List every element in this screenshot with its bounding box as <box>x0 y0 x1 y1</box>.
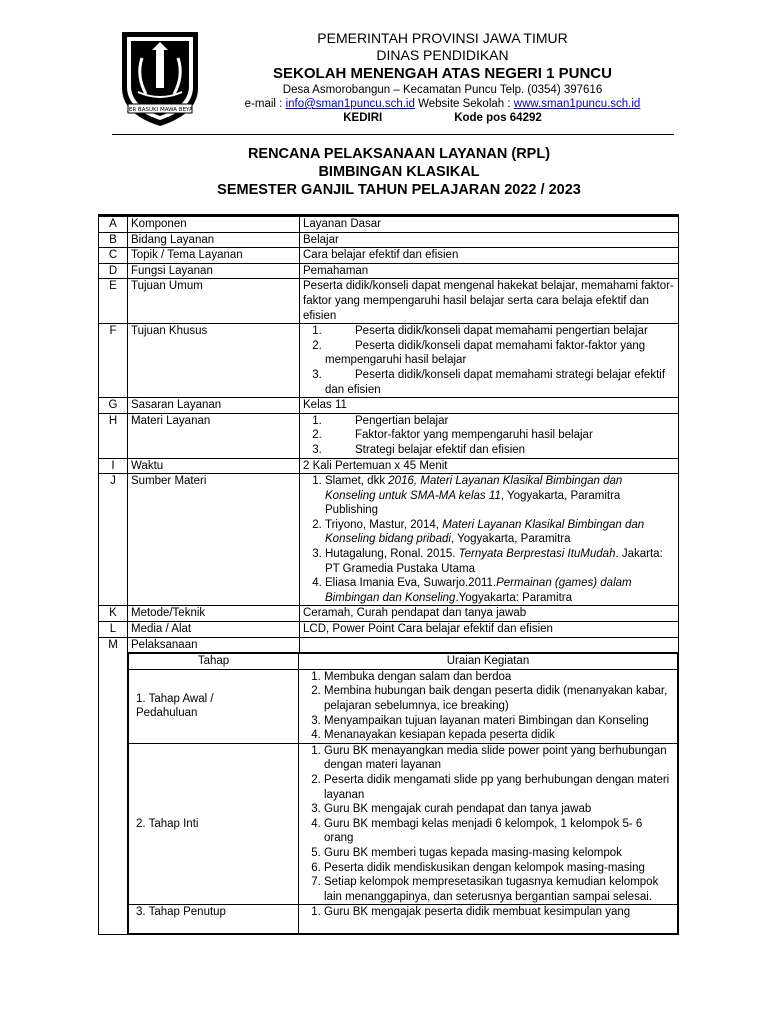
school-address: Desa Asmorobangun – Kecamatan Puncu Telp. (0354) 397616 <box>282 84 603 96</box>
list-item-text: Faktor-faktor yang mempengaruhi hasil belajar <box>355 429 593 442</box>
column-header: Uraian Kegiatan <box>299 654 678 670</box>
list-item: 1. Guru BK menayangkan media slide power point yang berhubungan dengan materi layanan <box>324 744 674 773</box>
row-code: A <box>99 216 128 233</box>
list-item: 3. Menyampaikan tujuan layanan materi Bimbingan dan Konseling <box>324 714 674 729</box>
website-link[interactable]: www.sman1puncu.sch.id <box>513 98 641 110</box>
table-row <box>129 669 678 743</box>
logo-banner-text: JER BASUKI MAWA BEYA <box>127 107 193 113</box>
row-label: Sumber Materi <box>128 474 300 606</box>
list-item <box>325 576 675 605</box>
row-label: Topik / Tema Layanan <box>128 248 300 264</box>
title-line3: SEMESTER GANJIL TAHUN PELAJARAN 2022 / 2023 <box>217 182 581 198</box>
list-item-text: Peserta didik/konseli dapat memahami pengertian belajar <box>355 325 648 338</box>
letterhead <box>215 30 670 125</box>
row-label: Tujuan Khusus <box>128 324 300 398</box>
row-label: Waktu <box>128 458 300 474</box>
materi-list <box>303 414 675 458</box>
row-label: Metode/Teknik <box>128 606 300 622</box>
activity-list <box>302 905 674 920</box>
row-label: Fungsi Layanan <box>128 263 300 279</box>
row-value: Kelas 11 <box>300 398 679 414</box>
table-row <box>99 637 679 653</box>
table-row <box>129 743 678 905</box>
row-value <box>300 474 679 606</box>
list-item-text: Strategi belajar efektif dan efisien <box>355 443 526 456</box>
ref-text: Triyono, Mastur, 2014, <box>325 518 443 531</box>
stage-activities <box>299 669 678 743</box>
document-title <box>0 145 768 199</box>
row-code: C <box>99 248 128 264</box>
column-header: Tahap <box>129 654 299 670</box>
list-item <box>325 443 675 458</box>
row-code: F <box>99 324 128 398</box>
list-item <box>325 428 675 443</box>
pelaksanaan-table <box>128 653 678 934</box>
table-row <box>99 653 679 935</box>
row-value: Layanan Dasar <box>300 216 679 233</box>
email-label: e-mail : <box>244 98 286 110</box>
stage-label-text: 3. Tahap Penutup <box>136 906 226 919</box>
ref-text: .Yogyakarta: Paramitra <box>455 591 572 604</box>
table-row <box>129 654 678 670</box>
stage-label <box>129 743 299 905</box>
table-row <box>99 413 679 458</box>
list-item: 5. Guru BK memberi tugas kepada masing-masing kelompok <box>324 846 674 861</box>
stage-activities <box>299 743 678 905</box>
row-value: Ceramah, Curah pendapat dan tanya jawab <box>300 606 679 622</box>
ref-text: Eliasa Imania Eva, Suwarjo.2011. <box>325 577 497 590</box>
table-row <box>99 398 679 414</box>
table-row <box>99 606 679 622</box>
row-label: Media / Alat <box>128 622 300 638</box>
row-label: Tujuan Umum <box>128 279 300 324</box>
letterhead-line1: PEMERINTAH PROVINSI JAWA TIMUR <box>317 30 568 46</box>
rpl-table <box>98 214 679 935</box>
row-label: Sasaran Layanan <box>128 398 300 414</box>
table-row <box>129 905 678 934</box>
row-label: Materi Layanan <box>128 413 300 458</box>
row-value: 2 Kali Pertemuan x 45 Menit <box>300 458 679 474</box>
row-value: LCD, Power Point Cara belajar efektif dan efisien <box>300 622 679 638</box>
row-code: J <box>99 474 128 606</box>
title-line2: BIMBINGAN KLASIKAL <box>318 164 480 180</box>
row-value: Peserta didik/konseli dapat mengenal hakekat belajar, memahami faktor-faktor yang mempengaruhi hasil belajar serta cara belaja efektif dan efisien <box>300 279 679 324</box>
row-code: L <box>99 622 128 638</box>
list-item-text: Pengertian belajar <box>355 414 449 427</box>
stage-label-text: 2. Tahap Inti <box>136 817 199 830</box>
list-item: 7. Setiap kelompok mempresetasikan tugasnya kemudian kelompok lain menanggapinya, dan seterusnya bergantian sampai selesai. <box>324 875 674 904</box>
postal-code: Kode pos 64292 <box>454 112 542 124</box>
website-label: Website Sekolah : <box>414 98 514 110</box>
stage-activities <box>299 905 678 934</box>
row-code: K <box>99 606 128 622</box>
list-item <box>325 474 675 518</box>
table-row <box>99 474 679 606</box>
list-item <box>325 414 675 429</box>
letterhead-divider <box>112 134 674 135</box>
row-value: Cara belajar efektif dan efisien <box>300 248 679 264</box>
ref-text: Hutagalung, Ronal. 2015. <box>325 548 459 561</box>
list-item: 1. Membuka dengan salam dan berdoa <box>324 670 674 685</box>
ref-title: Ternyata Berprestasi ItuMudah <box>458 548 616 561</box>
row-value <box>300 637 679 653</box>
row-code: I <box>99 458 128 474</box>
stage-label <box>129 905 299 934</box>
row-code: G <box>99 398 128 414</box>
table-row <box>99 232 679 248</box>
ref-title: Materi Layanan Klasikal Bimbingan dan Konseling bidang pribadi <box>325 518 645 546</box>
row-code: B <box>99 232 128 248</box>
pelaksanaan-cell <box>128 653 679 935</box>
row-label: Bidang Layanan <box>128 232 300 248</box>
east-java-emblem-logo <box>112 28 208 128</box>
list-item: 1. Guru BK mengajak peserta didik membuat kesimpulan yang <box>324 905 674 920</box>
list-item: 6. Peserta didik mendiskusikan dengan kelompok masing-masing <box>324 861 674 876</box>
stage-label-text: 1. Tahap Awal / Pedahuluan <box>136 692 214 720</box>
email-link[interactable]: info@sman1puncu.sch.id <box>285 98 415 110</box>
table-row <box>99 622 679 638</box>
tujuan-khusus-list <box>303 324 675 397</box>
ref-text: , Yogyakarta, Paramitra <box>450 533 571 546</box>
table-row <box>99 324 679 398</box>
list-item-text: Peserta didik/konseli dapat memahami strategi belajar efektif dan efisien <box>325 368 666 396</box>
school-name: SEKOLAH MENENGAH ATAS NEGERI 1 PUNCU <box>273 65 612 82</box>
ref-text: Slamet, dkk <box>325 475 389 488</box>
ref-title: Permainan (games) dalam Bimbingan dan Konseling <box>325 577 632 604</box>
row-label: Komponen <box>128 216 300 233</box>
list-item: 2. Peserta didik mengamati slide pp yang berhubungan dengan materi layanan <box>324 773 674 802</box>
table-row <box>99 216 679 233</box>
row-label: Pelaksanaan <box>128 637 300 653</box>
list-item: 2. Membina hubungan baik dengan peserta didik (menanyakan kabar, pelajaran sebelumnya, ice breaking) <box>324 684 674 713</box>
ref-text: . Jakarta: PT Gramedia Pustaka Utama <box>325 548 663 575</box>
ref-title: 2016, Materi Layanan Klasikal Bimbingan dan Konseling untuk SMA-MA kelas 11 <box>325 475 623 502</box>
contact-line <box>215 97 670 111</box>
table-row <box>99 248 679 264</box>
row-value <box>300 413 679 458</box>
stage-label <box>129 669 299 743</box>
row-value <box>300 324 679 398</box>
list-item: 4. Menanayakan kesiapan kepada peserta didik <box>324 728 674 743</box>
list-item <box>325 547 675 576</box>
list-item <box>325 368 675 397</box>
city: KEDIRI <box>343 112 383 124</box>
table-row <box>99 458 679 474</box>
row-code: D <box>99 263 128 279</box>
ref-text: , Yogyakarta, Paramitra Publishing <box>325 489 621 517</box>
letterhead-line2: DINAS PENDIDIKAN <box>376 47 509 63</box>
activity-list <box>302 744 674 905</box>
row-code: E <box>99 279 128 324</box>
list-item <box>325 518 675 547</box>
table-row <box>99 279 679 324</box>
list-item <box>325 324 675 339</box>
table-row <box>99 263 679 279</box>
list-item-text: Peserta didik/konseli dapat memahami faktor-faktor yang mempengaruhi hasil belajar <box>325 339 646 367</box>
row-code: M <box>99 637 128 935</box>
row-value: Belajar <box>300 232 679 248</box>
list-item: 4. Guru BK membagi kelas menjadi 6 kelompok, 1 kelompok 5- 6 orang <box>324 817 674 846</box>
row-value: Pemahaman <box>300 263 679 279</box>
activity-list <box>302 670 674 743</box>
list-item: 3. Guru BK mengajak curah pendapat dan tanya jawab <box>324 802 674 817</box>
list-item <box>325 339 675 368</box>
sumber-materi-list <box>303 474 675 605</box>
row-code: H <box>99 413 128 458</box>
city-postal-line <box>215 111 670 125</box>
title-line1: RENCANA PELAKSANAAN LAYANAN (RPL) <box>247 146 551 162</box>
